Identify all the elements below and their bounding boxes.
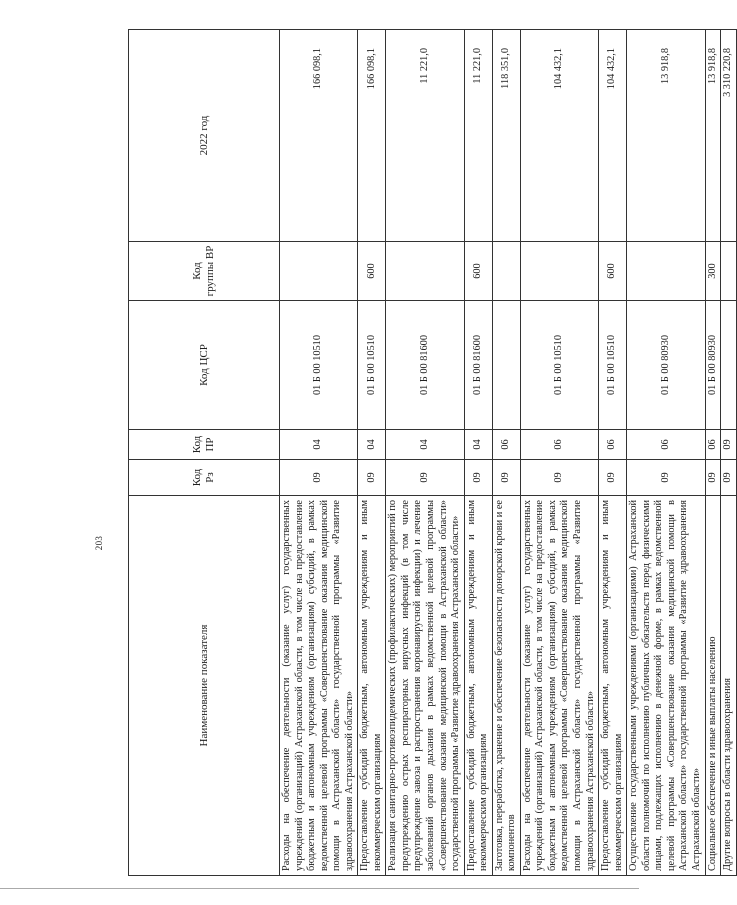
row-value: 13 918,8 bbox=[705, 30, 721, 242]
row-pr: 04 bbox=[358, 430, 386, 460]
row-rz: 09 bbox=[599, 460, 627, 496]
row-name: Расходы на обеспечение деятельности (оказание услуг) государственных учреждений (организаций) Астраханской области, в том числе на предоставление бюджетным и автономным учреждениям (организациям) субсидий, в рамках ведомственной целевой программы «Совершенствование оказания медицинской помощи в Астраханской области» государственной программы «Развитие здравоохранения Астраханской области» bbox=[520, 496, 598, 876]
row-value: 3 310 220,8 bbox=[721, 30, 737, 242]
row-csr bbox=[721, 301, 737, 430]
row-rz: 09 bbox=[705, 460, 721, 496]
row-csr: 01 Б 00 81600 bbox=[386, 301, 464, 430]
row-value: 104 432,1 bbox=[520, 30, 598, 242]
row-vr: 300 bbox=[705, 242, 721, 301]
row-rz: 09 bbox=[464, 460, 492, 496]
row-name: Осуществление государственными учреждениями (организациями) Астраханской области полномочий по исполнению публичных обязательств перед физическими лицами, подлежащих исполнению в денежной форме, в рамках ведомственной целевой программы «Совершенствование оказания медицинской помощи в Астраханской области» государственной программы «Развитие здравоохранения Астраханской области» bbox=[627, 496, 705, 876]
row-rz: 09 bbox=[627, 460, 705, 496]
header-name: Наименование показателя bbox=[129, 496, 280, 876]
header-year: 2022 год bbox=[129, 30, 280, 242]
row-rz: 09 bbox=[358, 460, 386, 496]
row-pr: 04 bbox=[386, 430, 464, 460]
table-row bbox=[599, 30, 627, 876]
page-number: 203 bbox=[94, 535, 105, 551]
header-csr: Код ЦСР bbox=[129, 301, 280, 430]
row-csr: 01 Б 00 10510 bbox=[358, 301, 386, 430]
budget-table bbox=[128, 29, 737, 876]
row-value: 11 221,0 bbox=[386, 30, 464, 242]
table-row bbox=[492, 30, 520, 876]
row-vr bbox=[721, 242, 737, 301]
table-row bbox=[627, 30, 705, 876]
row-pr: 06 bbox=[520, 430, 598, 460]
row-rz: 09 bbox=[721, 460, 737, 496]
row-csr: 01 Б 00 10510 bbox=[520, 301, 598, 430]
row-pr: 06 bbox=[627, 430, 705, 460]
row-vr: 600 bbox=[599, 242, 627, 301]
table-row bbox=[280, 30, 358, 876]
header-vr: Код группы ВР bbox=[129, 242, 280, 301]
header-rz: Код Рз bbox=[129, 460, 280, 496]
row-csr: 01 Б 00 10510 bbox=[599, 301, 627, 430]
row-name: Расходы на обеспечение деятельности (оказание услуг) государственных учреждений (организаций) Астраханской области, в том числе на предоставление бюджетным и автономным учреждениям (организациям) субсидий, в рамках ведомственной целевой программы «Совершенствование оказания медицинской помощи в Астраханской области» государственной программы «Развитие здравоохранения Астраханской области» bbox=[280, 496, 358, 876]
row-name: Реализация санитарно-противоэпидемических (профилактических) мероприятий по предупреждению острых респираторных вирусных инфекций (в том числе предупреждение завоза и распространения коронавирусной инфекции) и лечение заболеваний органов дыхания в рамках ведомственной целевой программы «Совершенствование оказания медицинской помощи в Астраханской области» государственной программы «Развитие здравоохранения Астраханской области» bbox=[386, 496, 464, 876]
row-vr bbox=[520, 242, 598, 301]
row-rz: 09 bbox=[520, 460, 598, 496]
row-pr: 06 bbox=[492, 430, 520, 460]
header-row bbox=[129, 30, 280, 876]
table-row bbox=[705, 30, 721, 876]
row-vr bbox=[627, 242, 705, 301]
row-pr: 04 bbox=[464, 430, 492, 460]
row-name: Другие вопросы в области здравоохранения bbox=[721, 496, 737, 876]
table-row bbox=[721, 30, 737, 876]
row-vr bbox=[492, 242, 520, 301]
row-name: Заготовка, переработка, хранение и обеспечение безопасности донорской крови и ее компонентов bbox=[492, 496, 520, 876]
row-name: Предоставление субсидий бюджетным, автономным учреждениям и иным некоммерческим организациям bbox=[358, 496, 386, 876]
row-vr bbox=[386, 242, 464, 301]
row-rz: 09 bbox=[280, 460, 358, 496]
row-csr: 01 Б 00 81600 bbox=[464, 301, 492, 430]
row-name: Социальное обеспечение и иные выплаты населению bbox=[705, 496, 721, 876]
row-pr: 09 bbox=[721, 430, 737, 460]
row-value: 11 221,0 bbox=[464, 30, 492, 242]
row-csr bbox=[492, 301, 520, 430]
row-pr: 06 bbox=[599, 430, 627, 460]
row-pr: 06 bbox=[705, 430, 721, 460]
row-vr bbox=[280, 242, 358, 301]
row-pr: 04 bbox=[280, 430, 358, 460]
table-row bbox=[520, 30, 598, 876]
row-name: Предоставление субсидий бюджетным, автономным учреждениям и иным некоммерческим организациям bbox=[599, 496, 627, 876]
row-value: 104 432,1 bbox=[599, 30, 627, 242]
rotated-table-wrapper bbox=[128, 30, 737, 876]
row-name: Предоставление субсидий бюджетным, автономным учреждениям и иным некоммерческим организациям bbox=[464, 496, 492, 876]
row-value: 118 351,0 bbox=[492, 30, 520, 242]
table-row bbox=[464, 30, 492, 876]
row-rz: 09 bbox=[492, 460, 520, 496]
row-csr: 01 Б 00 80930 bbox=[627, 301, 705, 430]
row-value: 13 918,8 bbox=[627, 30, 705, 242]
row-vr: 600 bbox=[464, 242, 492, 301]
table-row bbox=[386, 30, 464, 876]
row-vr: 600 bbox=[358, 242, 386, 301]
row-value: 166 098,1 bbox=[358, 30, 386, 242]
row-value: 166 098,1 bbox=[280, 30, 358, 242]
table-row bbox=[358, 30, 386, 876]
bottom-divider bbox=[0, 888, 639, 889]
row-rz: 09 bbox=[386, 460, 464, 496]
header-pr: Код ПР bbox=[129, 430, 280, 460]
row-csr: 01 Б 00 80930 bbox=[705, 301, 721, 430]
row-csr: 01 Б 00 10510 bbox=[280, 301, 358, 430]
